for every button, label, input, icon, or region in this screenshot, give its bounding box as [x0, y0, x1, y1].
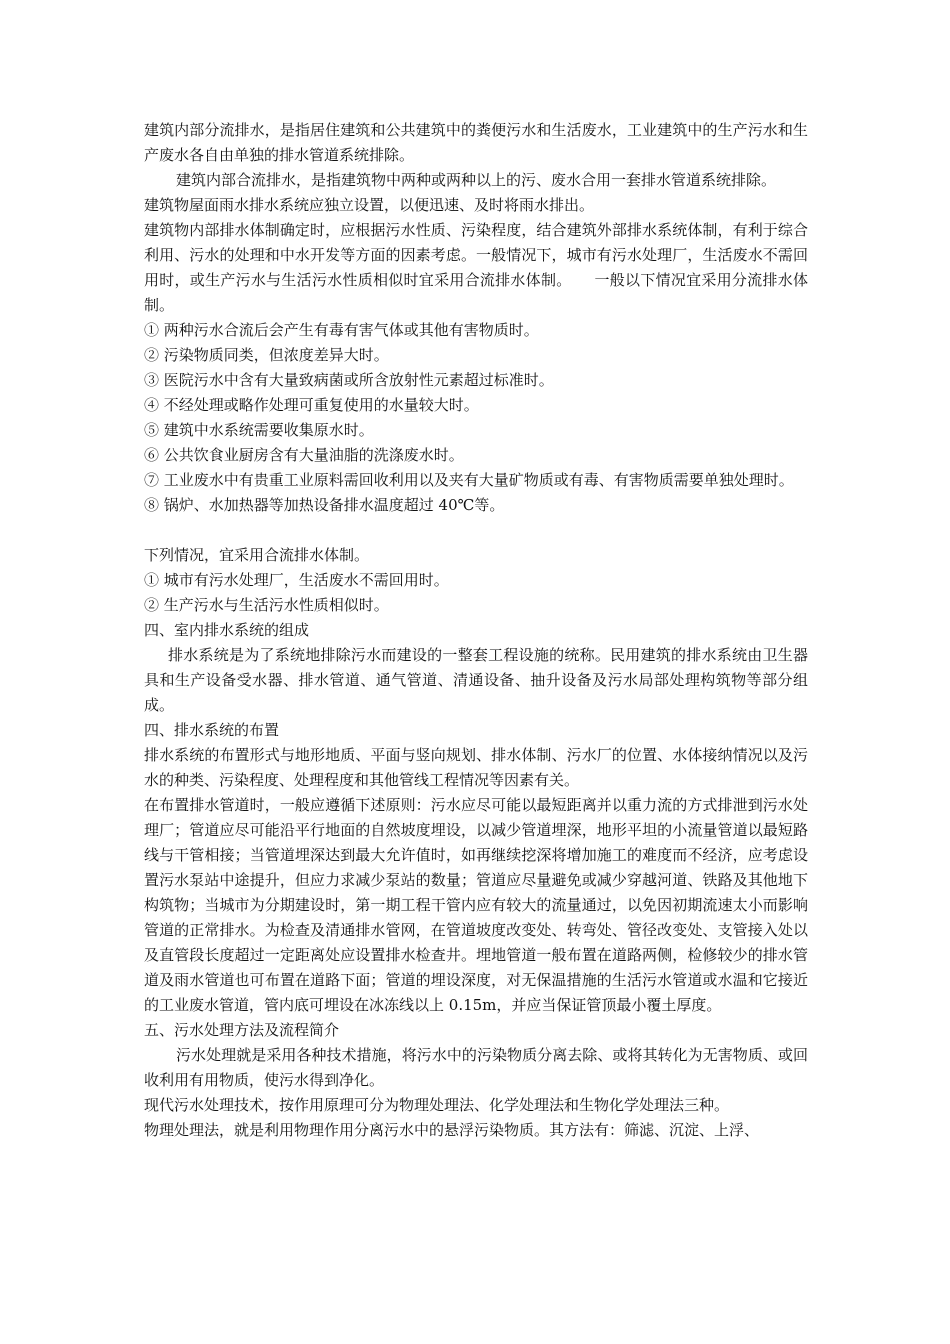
paragraph-roof-rainwater: 建筑物屋面雨水排水系统应独立设置，以便迅速、及时将雨水排出。 [144, 196, 595, 214]
paragraph-layout-factors: 排水系统的布置形式与地形地质、平面与竖向规划、排水体制、污水厂的位置、水体接纳情况以及污水的种类、污染程度、处理程度和其他管线工程情况等因素有关。 [144, 746, 808, 789]
list-item: ⑧ 锅炉、水加热器等加热设备排水温度超过 40℃等。 [144, 496, 505, 514]
section-heading-composition: 四、室内排水系统的组成 [144, 621, 310, 639]
list-item: ③ 医院污水中含有大量致病菌或所含放射性元素超过标准时。 [144, 371, 554, 389]
section-heading-layout: 四、排水系统的布置 [144, 721, 280, 739]
paragraph-treatment-definition: 污水处理就是采用各种技术措施，将污水中的污染物质分离去除、或将其转化为无害物质、或回收利用有用物质，使污水得到净化。 [144, 1046, 808, 1089]
list-item: ⑥ 公共饮食业厨房含有大量油脂的洗涤废水时。 [144, 446, 464, 464]
list-item: ② 生产污水与生活污水性质相似时。 [144, 596, 389, 614]
paragraph-separate-drainage: 建筑内部分流排水，是指居住建筑和公共建筑中的粪便污水和生活废水，工业建筑中的生产污水和生产废水各自由单独的排水管道系统排除。 [144, 121, 808, 164]
blank-line [144, 518, 808, 543]
list-item: ⑦ 工业废水中有贵重工业原料需回收利用以及夹有大量矿物质或有毒、有害物质需要单独处理时。 [144, 471, 794, 489]
list-item: ① 两种污水合流后会产生有毒有害气体或其他有害物质时。 [144, 321, 539, 339]
document-body [144, 118, 808, 1143]
section-heading-treatment: 五、污水处理方法及流程简介 [144, 1021, 340, 1039]
paragraph-drainage-system-choice: 建筑物内部排水体制确定时，应根据污水性质、污染程度，结合建筑外部排水系统体制，有利于综合利用、污水的处理和中水开发等方面的因素考虑。一般情况下，城市有污水处理厂，生活废水不需回用时，或生产污水与生活污水性质相似时宜采用合流排水体制。 一般以下情况宜采用分流排水体制。 [144, 221, 808, 314]
paragraph-layout-principles: 在布置排水管道时，一般应遵循下述原则：污水应尽可能以最短距离并以重力流的方式排泄到污水处理厂；管道应尽可能沿平行地面的自然坡度埋设，以减少管道埋深，地形平坦的小流量管道以最短路线与干管相接；当管道埋深达到最大允许值时，如再继续挖深将增加施工的难度而不经济，应考虑设置污水泵站中途提升，但应力求减少泵站的数量；管道应尽量避免或减少穿越河道、铁路及其他地下构筑物；当城市为分期建设时，第一期工程干管内应有较大的流量通过，以免因初期流速太小而影响管道的正常排水。为检查及清通排水管网，在管道坡度改变处、转弯处、管径改变处、支管接入处以及直管段长度超过一定距离处应设置排水检查井。埋地管道一般布置在道路两侧，检修较少的排水管道及雨水管道也可布置在道路下面；管道的埋设深度，对无保温措施的生活污水管道或水温和它接近的工业废水管道，管内底可埋设在冰冻线以上 0.15m，并应当保证管顶最小覆土厚度。 [144, 796, 808, 1014]
paragraph-physical-treatment: 物理处理法，就是利用物理作用分离污水中的悬浮污染物质。其方法有：筛滤、沉淀、上浮、 [144, 1121, 760, 1139]
paragraph-system-composition: 排水系统是为了系统地排除污水而建设的一整套工程设施的统称。民用建筑的排水系统由卫生器具和生产设备受水器、排水管道、通气管道、清通设备、抽升设备及污水局部处理构筑物等部分组成。 [144, 646, 808, 714]
paragraph-combined-drainage: 建筑内部合流排水，是指建筑物中两种或两种以上的污、废水合用一套排水管道系统排除。 [176, 171, 777, 189]
paragraph-combined-conditions: 下列情况，宜采用合流排水体制。 [144, 546, 370, 564]
list-item: ② 污染物质同类，但浓度差异大时。 [144, 346, 389, 364]
list-item: ⑤ 建筑中水系统需要收集原水时。 [144, 421, 374, 439]
list-item: ④ 不经处理或略作处理可重复使用的水量较大时。 [144, 396, 479, 414]
list-item: ① 城市有污水处理厂，生活废水不需回用时。 [144, 571, 449, 589]
paragraph-treatment-methods: 现代污水处理技术，按作用原理可分为物理处理法、化学处理法和生物化学处理法三种。 [144, 1096, 730, 1114]
